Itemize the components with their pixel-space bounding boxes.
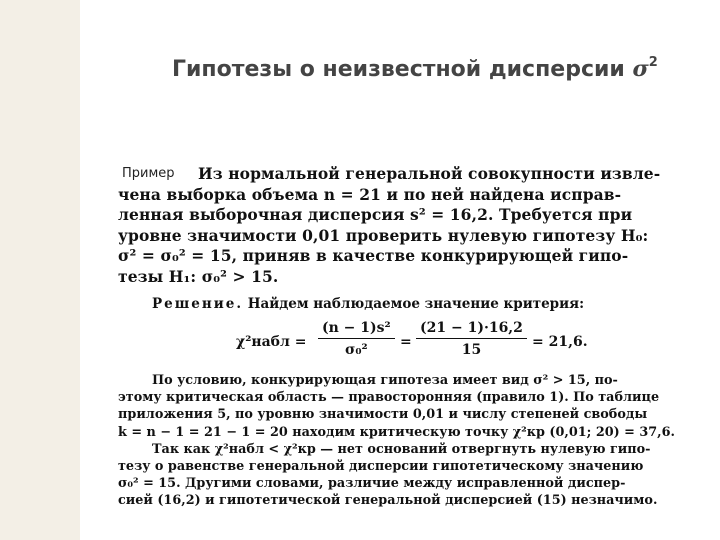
title-exponent: 2 [648, 55, 658, 70]
body-line: тезу о равенстве генеральной дисперсии гипотетическому значению [118, 458, 644, 474]
body-line: Так как χ²набл < χ²кр — нет оснований отвергнуть нулевую гипо- [152, 441, 651, 457]
problem-line: тезы H₁: σ₀² > 15. [118, 266, 279, 286]
formula-fraction-2 [416, 318, 527, 361]
fraction-2-numerator: (21 − 1)·16,2 [416, 318, 527, 339]
fraction-2-denominator: 15 [461, 342, 482, 358]
title-sigma-symbol: σ [632, 56, 649, 82]
problem-line: уровне значимости 0,01 проверить нулевую гипотезу H₀: [118, 225, 649, 245]
formula-equals: = [400, 334, 412, 350]
body-line: этому критическая область — правосторонняя (правило 1). По таблице [118, 390, 660, 406]
body-line: сией (16,2) и гипотетической генеральной дисперсией (15) незначимо. [118, 493, 658, 509]
problem-line: σ² = σ₀² = 15, приняв в качестве конкурирующей гипо- [118, 246, 629, 265]
formula-lhs: χ²набл = [236, 334, 307, 350]
body-line: По условию, конкурирующая гипотеза имеет вид σ² > 15, по- [152, 373, 618, 388]
solution-body [118, 372, 676, 510]
solution-label: Решение. [152, 296, 244, 312]
chi-square-formula [236, 318, 588, 366]
problem-line: ленная выборочная дисперсия s² = 16,2. Требуется при [118, 205, 633, 224]
title-text: Гипотезы о неизвестной дисперсии [172, 57, 625, 82]
body-line: σ₀² = 15. Другими словами, различие между исправленной диспер- [118, 476, 626, 492]
problem-line: чена выборка объема n = 21 и по ней найдена исправ- [118, 184, 622, 204]
formula-fraction-1 [318, 318, 395, 361]
solution-intro: Найдем наблюдаемое значение критерия: [247, 296, 585, 312]
example-label: Пример [122, 166, 175, 181]
body-line: приложения 5, по уровню значимости 0,01 и числу степеней свободы [118, 407, 648, 423]
problem-line: Из нормальной генеральной совокупности извле- [198, 164, 661, 183]
formula-result: = 21,6. [532, 334, 588, 350]
fraction-1-denominator: σ₀² [345, 342, 368, 358]
problem-statement [118, 164, 676, 287]
solution-heading [152, 296, 584, 312]
left-decorative-band [0, 0, 80, 540]
fraction-1-numerator: (n − 1)s² [318, 318, 395, 339]
slide-title [172, 55, 658, 82]
body-line: k = n − 1 = 21 − 1 = 20 находим критическую точку χ²кр (0,01; 20) = 37,6. [118, 424, 675, 440]
